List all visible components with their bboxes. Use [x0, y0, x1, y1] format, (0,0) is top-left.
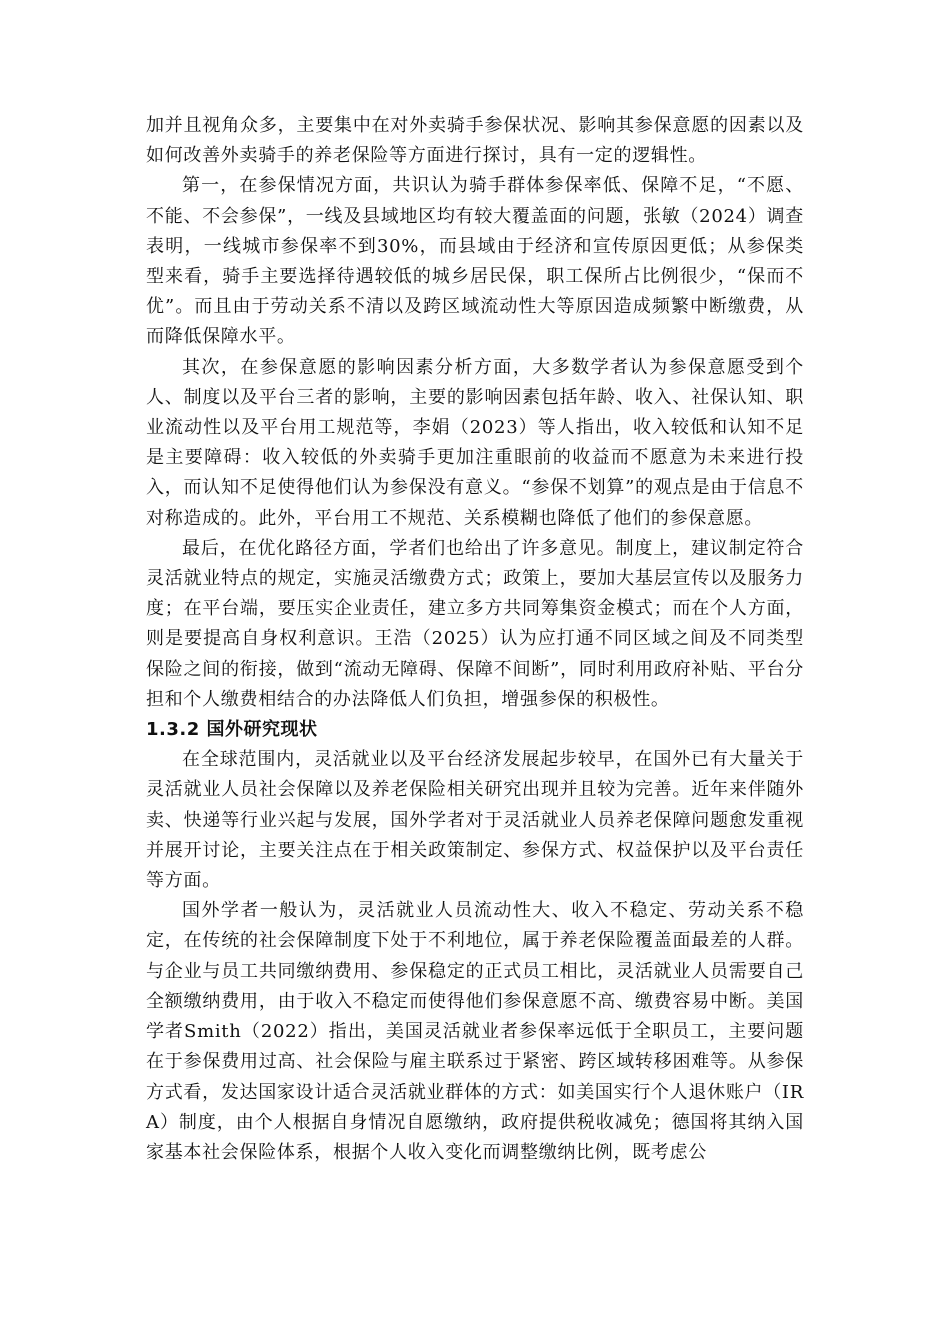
section-heading: 1.3.2 国外研究现状 [146, 719, 318, 741]
body-paragraph: 在全球范围内，灵活就业以及平台经济发展起步较早，在国外已有大量关于灵活就业人员社会保障以及养老保险相关研究出现并且较为完善。近年来伴随外卖、快递等行业兴起与发展，国外学者对于灵活就业人员养老保障问题愈发重视并展开讨论，主要关注点在于相关政策制定、参保方式、权益保护以及平台责任等方面。 [146, 749, 804, 892]
body-paragraph: 最后，在优化路径方面，学者们也给出了许多意见。制度上，建议制定符合灵活就业特点的规定，实施灵活缴费方式；政策上，要加大基层宣传以及服务力度；在平台端，要压实企业责任，建立多方共同筹集资金模式；而在个人方面，则是要提高自身权利意识。王浩（2025）认为应打通不同区域之间及不同类型保险之间的衔接，做到“流动无障碍、保障不间断”，同时利用政府补贴、平台分担和个人缴费相结合的办法降低人们负担，增强参保的积极性。 [146, 537, 804, 710]
body-paragraph: 加并且视角众多，主要集中在对外卖骑手参保状况、影响其参保意愿的因素以及如何改善外卖骑手的养老保险等方面进行探讨，具有一定的逻辑性。 [146, 115, 804, 167]
document-page [146, 111, 804, 1168]
body-paragraph: 国外学者一般认为，灵活就业人员流动性大、收入不稳定、劳动关系不稳定，在传统的社会保障制度下处于不利地位，属于养老保险覆盖面最差的人群。与企业与员工共同缴纳费用、参保稳定的正式员工相比，灵活就业人员需要自己全额缴纳费用，由于收入不稳定而使得他们参保意愿不高、缴费容易中断。美国学者Smith（2022）指出，美国灵活就业者参保率远低于全职员工，主要问题在于参保费用过高、社会保险与雇主联系过于紧密、跨区域转移困难等。从参保方式看，发达国家设计适合灵活就业群体的方式：如美国实行个人退休账户（IRA）制度，由个人根据自身情况自愿缴纳，政府提供税收减免；德国将其纳入国家基本社会保险体系，根据个人收入变化而调整缴纳比例，既考虑公 [146, 900, 804, 1163]
body-paragraph: 其次，在参保意愿的影响因素分析方面，大多数学者认为参保意愿受到个人、制度以及平台三者的影响，主要的影响因素包括年龄、收入、社保认知、职业流动性以及平台用工规范等，李娟（2023）等人指出，收入较低和认知不足是主要障碍：收入较低的外卖骑手更加注重眼前的收益而不愿意为未来进行投入，而认知不足使得他们认为参保没有意义。“参保不划算”的观点是由于信息不对称造成的。此外，平台用工不规范、关系模糊也降低了他们的参保意愿。 [146, 356, 804, 529]
body-paragraph: 第一，在参保情况方面，共识认为骑手群体参保率低、保障不足，“不愿、不能、不会参保”，一线及县域地区均有较大覆盖面的问题，张敏（2024）调查表明，一线城市参保率不到30%，而县域由于经济和宣传原因更低；从参保类型来看，骑手主要选择待遇较低的城乡居民保，职工保所占比例很少，“保而不优”。而且由于劳动关系不清以及跨区域流动性大等原因造成频繁中断缴费，从而降低保障水平。 [146, 175, 804, 348]
